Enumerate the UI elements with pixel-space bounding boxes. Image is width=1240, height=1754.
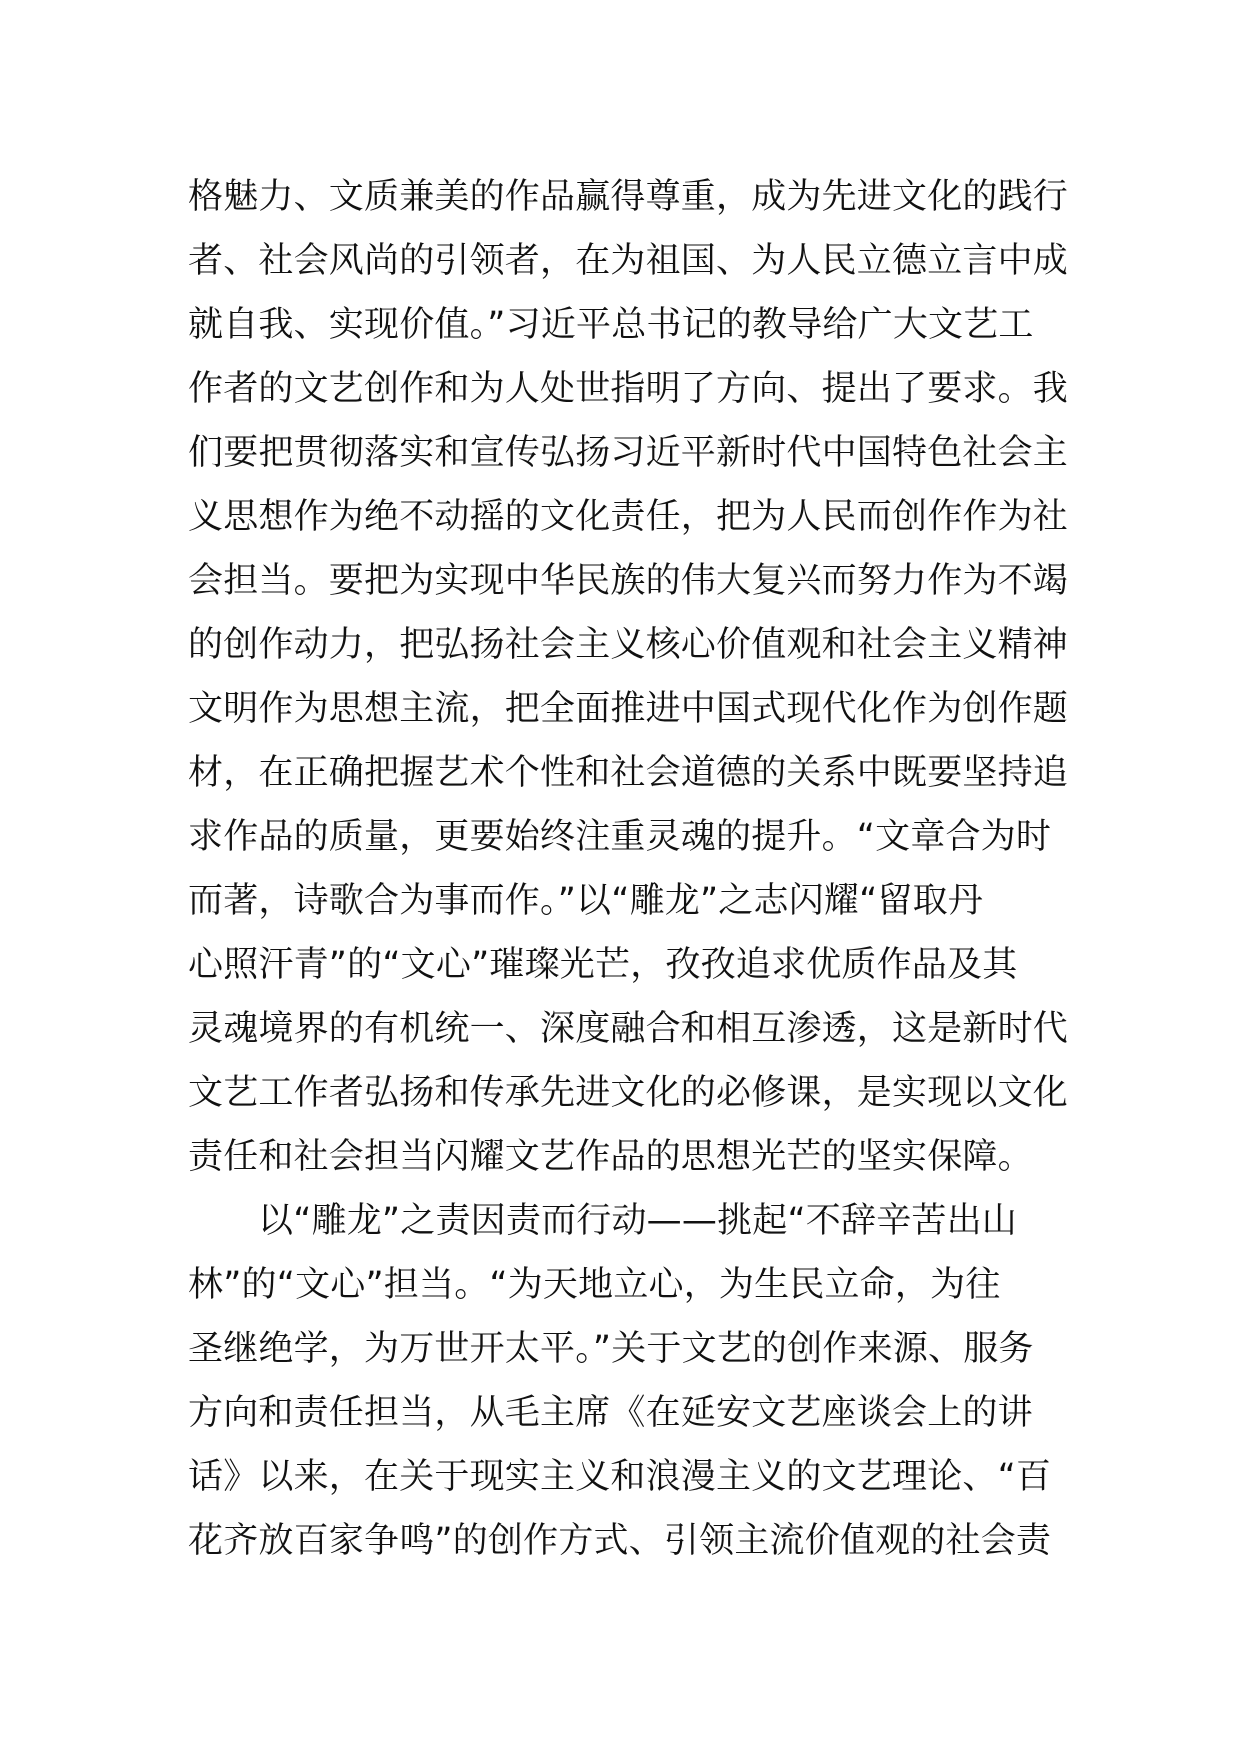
- text-line: 方向和责任担当，从毛主席《在延安文艺座谈会上的讲: [188, 1393, 1033, 1433]
- text-line: 心照汗青”的“文心”璀璨光芒，孜孜追求优质作品及其: [188, 945, 1018, 985]
- text-line: 者、社会风尚的引领者，在为祖国、为人民立德立言中成: [188, 241, 1069, 281]
- text-line: 会担当。要把为实现中华民族的伟大复兴而努力作为不竭: [188, 561, 1069, 601]
- text-line: 圣继绝学，为万世开太平。”关于文艺的创作来源、服务: [188, 1329, 1034, 1369]
- text-line: 责任和社会担当闪耀文艺作品的思想光芒的坚实保障。: [188, 1137, 1033, 1177]
- text-line: 而著，诗歌合为事而作。”以“雕龙”之志闪耀“留取丹: [188, 881, 984, 921]
- text-line: 的创作动力，把弘扬社会主义核心价值观和社会主义精神: [188, 625, 1069, 665]
- text-line: 文明作为思想主流，把全面推进中国式现代化作为创作题: [188, 689, 1069, 729]
- text-line: 就自我、实现价值。”习近平总书记的教导给广大文艺工: [188, 305, 1034, 345]
- text-line: 材，在正确把握艺术个性和社会道德的关系中既要坚持追: [188, 753, 1069, 793]
- paragraph-first-line: 以“雕龙”之责因责而行动——挑起“不辞辛苦出山: [258, 1201, 1017, 1241]
- text-line: 话》以来，在关于现实主义和浪漫主义的文艺理论、“百: [188, 1457, 1052, 1497]
- text-line: 花齐放百家争鸣”的创作方式、引领主流价值观的社会责: [188, 1521, 1052, 1561]
- text-line: 求作品的质量，更要始终注重灵魂的提升。“文章合为时: [188, 817, 1052, 857]
- text-line: 作者的文艺创作和为人处世指明了方向、提出了要求。我: [188, 369, 1069, 409]
- text-line: 们要把贯彻落实和宣传弘扬习近平新时代中国特色社会主: [188, 433, 1069, 473]
- text-line: 格魅力、文质兼美的作品赢得尊重，成为先进文化的践行: [188, 177, 1069, 217]
- text-line: 林”的“文心”担当。“为天地立心，为生民立命，为往: [188, 1265, 1001, 1305]
- text-line: 灵魂境界的有机统一、深度融合和相互渗透，这是新时代: [188, 1009, 1069, 1049]
- text-line: 义思想作为绝不动摇的文化责任，把为人民而创作作为社: [188, 497, 1069, 537]
- text-line: 文艺工作者弘扬和传承先进文化的必修课，是实现以文化: [188, 1073, 1069, 1113]
